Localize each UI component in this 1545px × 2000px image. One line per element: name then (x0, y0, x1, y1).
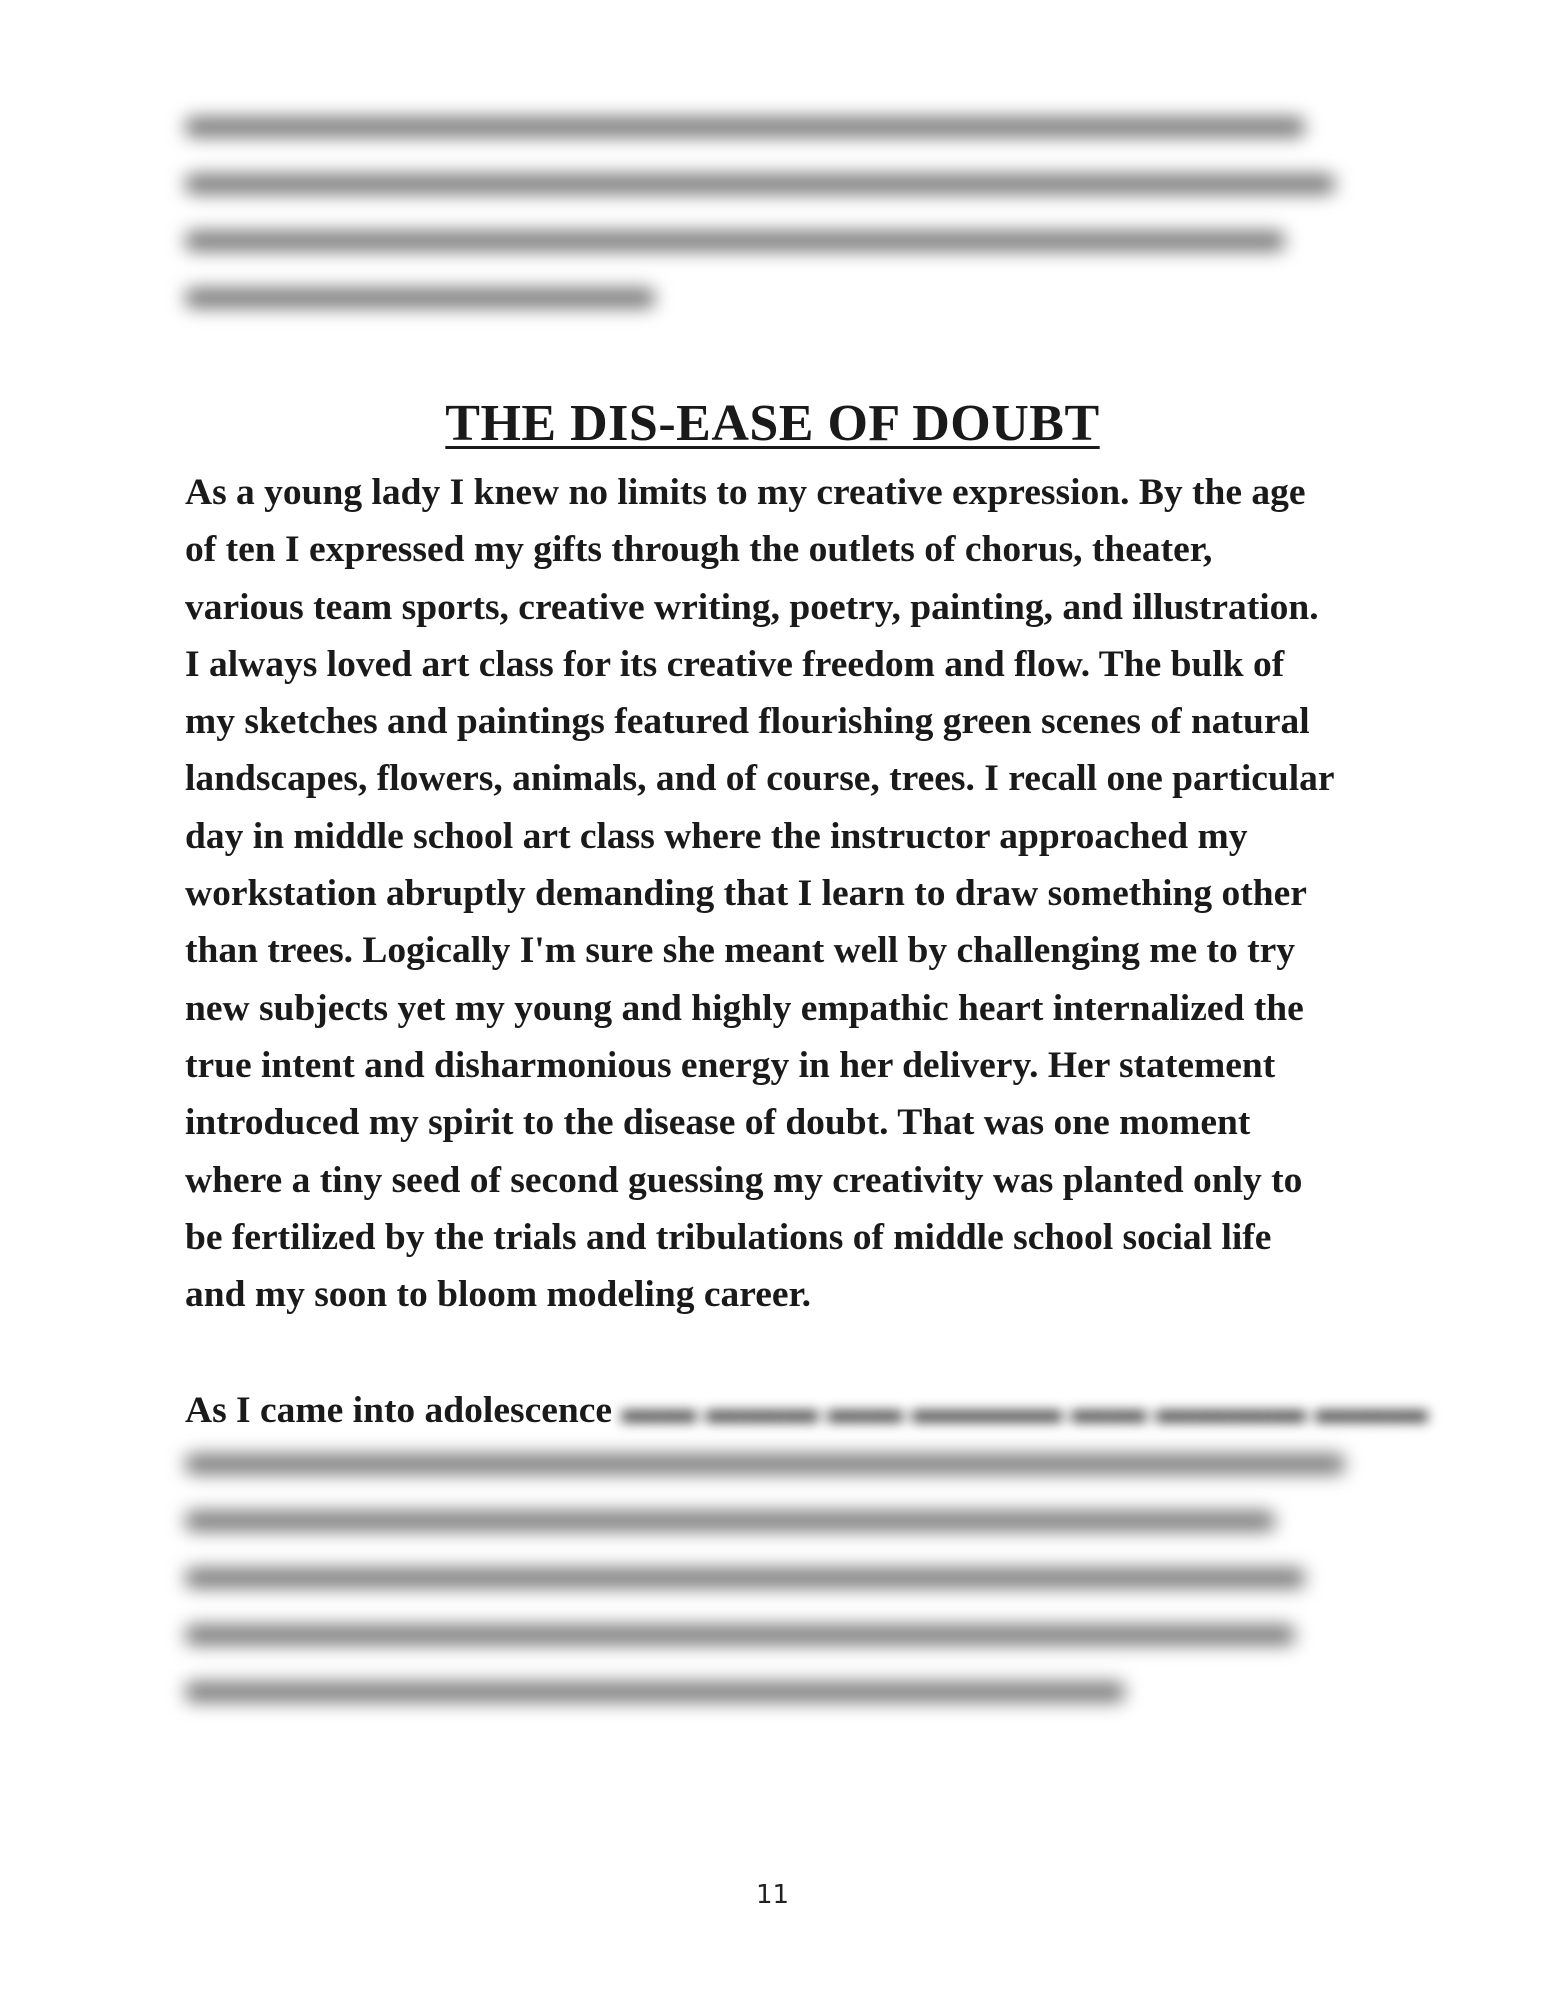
paragraph-line: various team sports, creative writing, poetry, painting, and illustration. (185, 586, 1319, 628)
blurred-previous-text (185, 98, 1365, 326)
paragraph-line: new subjects yet my young and highly empathic heart internalized the (185, 987, 1304, 1029)
blurred-following-text (185, 1435, 1365, 1720)
body-paragraph (185, 464, 1375, 1323)
paragraph-line: I always loved art class for its creative freedom and flow. The bulk of (185, 643, 1285, 685)
second-paragraph-start (185, 1382, 1428, 1439)
paragraph-line: day in middle school art class where the instructor approached my (185, 815, 1248, 857)
second-paragraph-visible-text: As I came into adolescence (185, 1390, 613, 1431)
page-number: 11 (755, 1880, 790, 1910)
section-title: THE DIS-EASE OF DOUBT (445, 395, 1100, 452)
paragraph-line: landscapes, flowers, animals, and of course, trees. I recall one particular (185, 758, 1335, 800)
paragraph-line: than trees. Logically I'm sure she meant well by challenging me to try (185, 930, 1295, 972)
paragraph-line: As a young lady I knew no limits to my creative expression. By the age (185, 472, 1306, 513)
paragraph-line: and my soon to bloom modeling career. (185, 1274, 812, 1316)
paragraph-line: true intent and disharmonious energy in her delivery. Her statement (185, 1044, 1276, 1086)
paragraph-line: workstation abruptly demanding that I learn to draw something other (185, 873, 1307, 915)
paragraph-line: where a tiny seed of second guessing my creativity was planted only to (185, 1159, 1303, 1201)
paragraph-line: of ten I expressed my gifts through the outlets of chorus, theater, (185, 529, 1213, 571)
paragraph-line: introduced my spirit to the disease of doubt. That was one moment (185, 1102, 1251, 1144)
paragraph-line: be fertilized by the trials and tribulations of middle school social life (185, 1216, 1272, 1258)
paragraph-line: my sketches and paintings featured flourishing green scenes of natural (185, 701, 1310, 743)
blurred-text-tail: ▬▬ ▬▬▬ ▬▬ ▬▬▬▬ ▬▬ ▬▬▬▬ ▬▬▬ (612, 1390, 1428, 1431)
